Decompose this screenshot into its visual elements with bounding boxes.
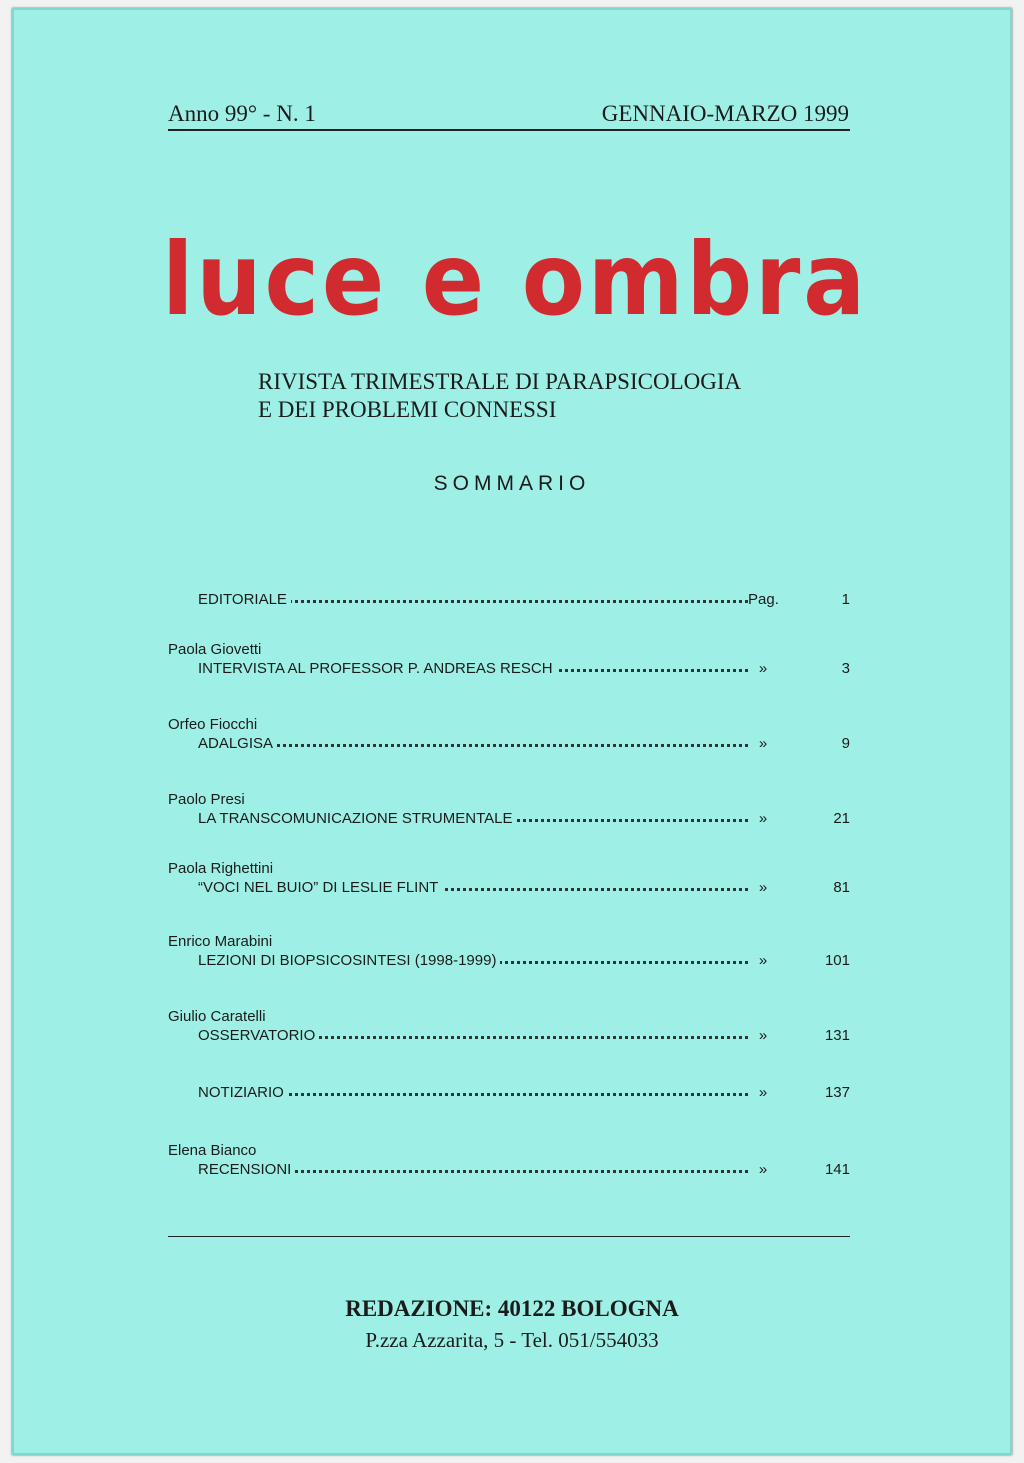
toc-title: NOTIZIARIO xyxy=(198,1083,288,1103)
toc-entry xyxy=(168,791,850,829)
toc-page-prefix: » xyxy=(748,659,778,679)
footer-rule xyxy=(168,1236,850,1237)
toc-page-number: 81 xyxy=(833,879,850,896)
toc-author: Giulio Caratelli xyxy=(168,1008,266,1025)
toc-entry xyxy=(168,1008,850,1046)
magazine-cover xyxy=(12,8,1012,1455)
toc-title: “VOCI NEL BUIO” DI LESLIE FLINT xyxy=(198,878,442,898)
toc-page-prefix: » xyxy=(748,1160,778,1180)
toc-page-number: 3 xyxy=(841,660,850,677)
toc-entry xyxy=(168,933,850,971)
toc-page-prefix: » xyxy=(748,878,778,898)
editorial-address: P.zza Azzarita, 5 - Tel. 051/554033 xyxy=(365,1328,659,1352)
toc-page-prefix: » xyxy=(748,1026,778,1046)
toc-page-number: 137 xyxy=(824,1084,850,1101)
toc-page-number: 131 xyxy=(824,1027,850,1044)
leader-dots xyxy=(198,740,754,747)
subtitle-line-1: RIVISTA TRIMESTRALE DI PARAPSICOLOGIA xyxy=(258,369,742,394)
toc-line xyxy=(168,590,850,610)
toc-line xyxy=(168,1026,850,1046)
header-rule xyxy=(168,129,850,131)
toc-page-prefix: » xyxy=(748,951,778,971)
issue-number: Anno 99° - N. 1 xyxy=(168,101,316,126)
toc-title: EDITORIALE xyxy=(198,590,291,610)
subtitle-line-2: E DEI PROBLEMI CONNESSI xyxy=(258,397,557,422)
toc-author: Paola Giovetti xyxy=(168,641,262,658)
toc-entry xyxy=(168,1083,850,1103)
toc-author: Elena Bianco xyxy=(168,1142,257,1159)
toc-title: OSSERVATORIO xyxy=(198,1026,319,1046)
toc-entry xyxy=(168,641,850,679)
section-title: SOMMARIO xyxy=(433,472,591,495)
magazine-title: luce e ombra xyxy=(162,221,868,338)
toc-author: Paolo Presi xyxy=(168,791,245,808)
toc-title: INTERVISTA AL PROFESSOR P. ANDREAS RESCH xyxy=(198,659,557,679)
toc-page-number: 21 xyxy=(833,810,850,827)
toc-entry xyxy=(168,860,850,898)
toc-title: LA TRANSCOMUNICAZIONE STRUMENTALE xyxy=(198,809,517,829)
toc-page-number: 141 xyxy=(824,1161,850,1178)
toc-page-number: 101 xyxy=(824,952,850,969)
toc-title: ADALGISA xyxy=(198,734,277,754)
toc-page-number: 1 xyxy=(841,591,850,608)
toc-line xyxy=(168,878,850,898)
toc-entry xyxy=(168,1142,850,1180)
toc-line xyxy=(168,734,850,754)
magazine-subtitle xyxy=(258,368,741,424)
editorial-office: REDAZIONE: 40122 BOLOGNA xyxy=(345,1296,679,1321)
toc-entry xyxy=(168,590,850,610)
toc-page-number: 9 xyxy=(841,735,850,752)
toc-entry xyxy=(168,716,850,754)
toc-page-prefix: » xyxy=(748,734,778,754)
toc-line xyxy=(168,1160,850,1180)
toc-title: LEZIONI DI BIOPSICOSINTESI (1998-1999) xyxy=(198,951,500,971)
issue-period: GENNAIO-MARZO 1999 xyxy=(601,101,849,126)
toc-line xyxy=(168,809,850,829)
toc-author: Orfeo Fiocchi xyxy=(168,716,258,733)
toc-author: Paola Righettini xyxy=(168,860,274,877)
toc-line xyxy=(168,1083,850,1103)
toc-title: RECENSIONI xyxy=(198,1160,295,1180)
toc-line xyxy=(168,659,850,679)
toc-author: Enrico Marabini xyxy=(168,933,273,950)
toc-page-prefix: » xyxy=(748,809,778,829)
toc-page-prefix: Pag. xyxy=(748,591,779,608)
toc-line xyxy=(168,951,850,971)
toc-page-prefix: » xyxy=(748,1083,778,1103)
